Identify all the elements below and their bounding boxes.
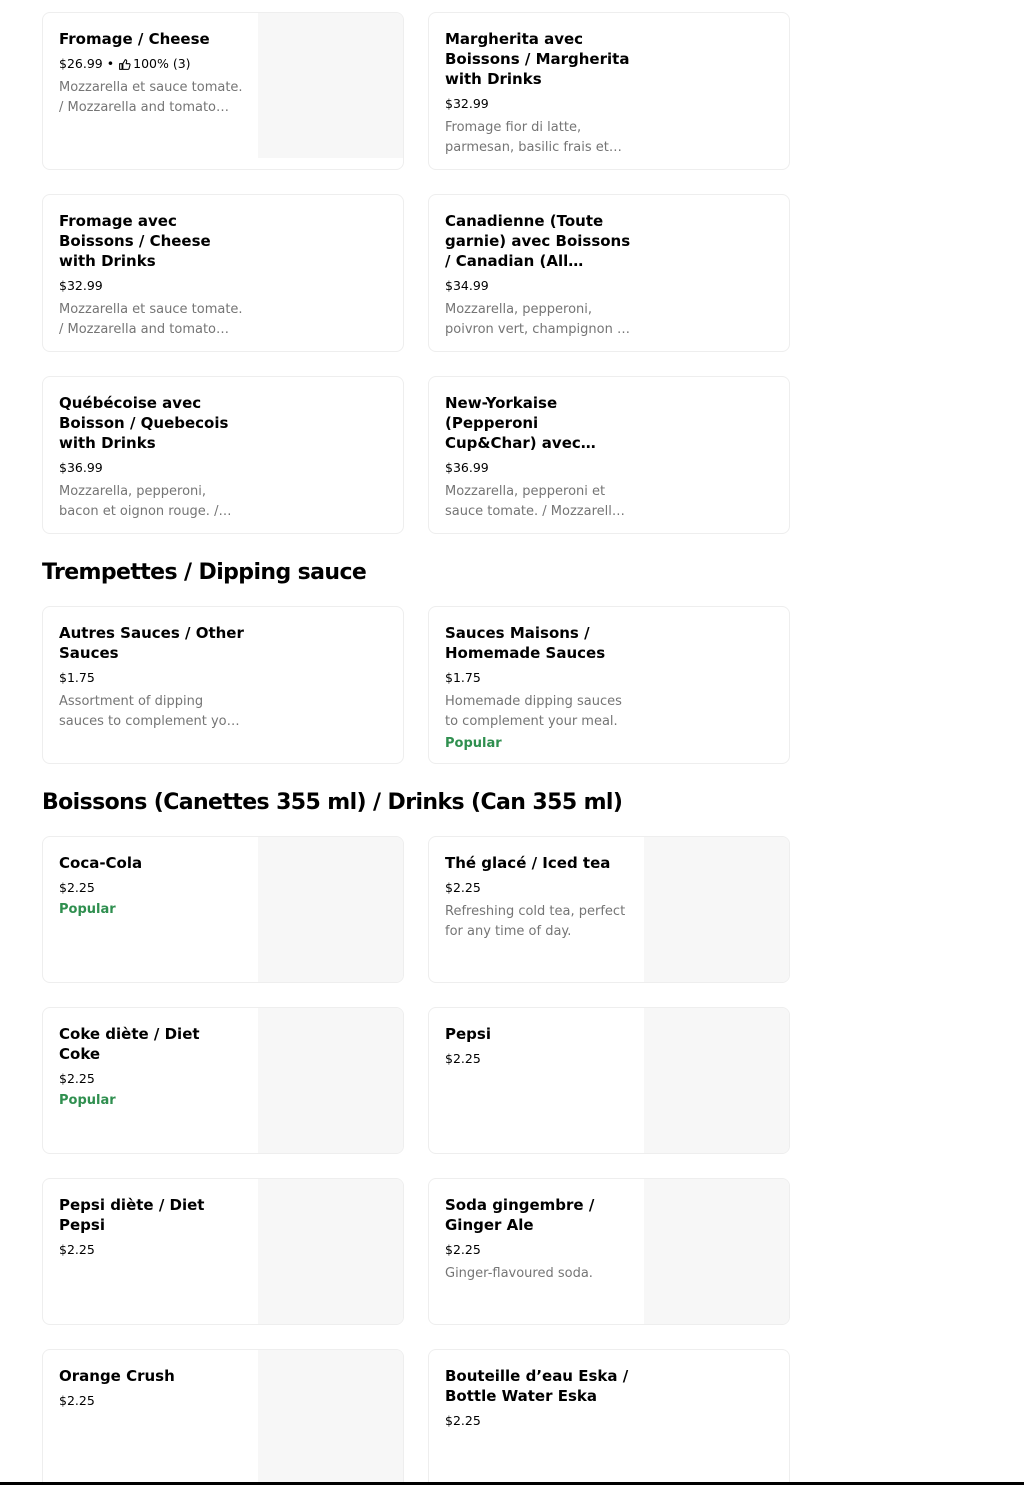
menu-item-card[interactable]: [42, 1178, 404, 1325]
item-name: Margherita avec Boissons / Margherita with Drinks: [445, 30, 630, 88]
item-price: $36.99: [445, 460, 489, 475]
item-description: Refreshing cold tea, perfect for any time of day.: [445, 904, 626, 939]
item-image-placeholder: [644, 1179, 789, 1324]
item-image-placeholder: [258, 1008, 403, 1153]
menu-item-card[interactable]: [428, 1007, 790, 1154]
item-price: $2.25: [445, 1242, 481, 1257]
item-name: Fromage avec Boissons / Cheese with Drinks: [59, 212, 211, 270]
item-image-placeholder: [644, 837, 789, 982]
popular-badge: Popular: [445, 736, 502, 751]
menu-item-card[interactable]: [428, 606, 790, 764]
item-name: Pepsi: [445, 1025, 491, 1043]
item-rating: 100% (3): [133, 56, 191, 71]
menu-item-card[interactable]: [42, 1007, 404, 1154]
item-description: Mozzarella, pepperoni, bacon et oignon rouge. /: [59, 484, 219, 519]
popular-badge: Popular: [59, 902, 116, 917]
item-price: $2.25: [59, 1071, 95, 1086]
item-price: $2.25: [59, 1393, 95, 1408]
item-name: Orange Crush: [59, 1367, 175, 1385]
menu-item-card[interactable]: [428, 836, 790, 983]
item-description: Assortment of dipping sauces to complement your: [59, 694, 241, 729]
thumbs-up-icon: [118, 58, 131, 71]
item-price: $1.75: [445, 670, 481, 685]
menu-item-card[interactable]: [42, 376, 404, 534]
section-title-dipping-sauce: Trempettes / Dipping sauce: [42, 560, 367, 585]
item-name: Coke diète / Diet Coke: [59, 1025, 200, 1063]
item-name: Soda gingembre / Ginger Ale: [445, 1196, 595, 1234]
item-price: $2.25: [445, 880, 481, 895]
item-description: Homemade dipping sauces to complement your meal.: [445, 694, 622, 729]
item-price: $2.25: [59, 880, 95, 895]
menu-item-card[interactable]: [428, 12, 790, 170]
item-price: $2.25: [445, 1413, 481, 1428]
menu-item-card[interactable]: [428, 194, 790, 352]
item-description: Ginger-flavoured soda.: [445, 1266, 593, 1281]
item-price-row: [59, 54, 245, 74]
menu-item-card[interactable]: [42, 12, 404, 170]
item-name: Coca-Cola: [59, 854, 143, 872]
menu-item-card[interactable]: [428, 376, 790, 534]
item-name: New-Yorkaise (Pepperoni Cup&Char) avec: [445, 394, 581, 452]
menu-item-card[interactable]: [42, 194, 404, 352]
popular-badge: Popular: [59, 1093, 116, 1108]
item-price: $2.25: [59, 1242, 95, 1257]
item-price: $32.99: [59, 278, 103, 293]
menu-item-card[interactable]: [42, 606, 404, 764]
item-image-placeholder: [258, 13, 403, 158]
item-price: $34.99: [445, 278, 489, 293]
item-price: $26.99: [59, 56, 103, 71]
item-image-placeholder: [258, 837, 403, 982]
menu-item-card[interactable]: [42, 1349, 404, 1485]
item-name: Pepsi diète / Diet Pepsi: [59, 1196, 205, 1234]
item-name: Sauces Maisons / Homemade Sauces: [445, 624, 606, 662]
item-price: $1.75: [59, 670, 95, 685]
separator-dot: •: [106, 56, 115, 71]
section-title-drinks: Boissons (Canettes 355 ml) / Drinks (Can 355 ml): [42, 790, 623, 815]
menu-item-card[interactable]: [42, 836, 404, 983]
item-name: Autres Sauces / Other Sauces: [59, 624, 244, 662]
item-description: Mozzarella et sauce tomate. / Mozzarella and tomato: [59, 302, 243, 337]
item-name: Thé glacé / Iced tea: [445, 854, 611, 872]
item-name: Canadienne (Toute garnie) avec Boissons / Canadian (All: [445, 212, 631, 270]
item-description: Mozzarella, pepperoni, poivron vert, champignon et: [445, 302, 631, 337]
item-price: $36.99: [59, 460, 103, 475]
item-image-placeholder: [258, 1179, 403, 1324]
menu-item-card[interactable]: [428, 1349, 790, 1485]
item-description: Mozzarella, pepperoni et sauce tomate. / Mozzarella,: [445, 484, 624, 519]
item-name: Bouteille d’eau Eska / Bottle Water Eska: [445, 1367, 629, 1405]
item-price: $32.99: [445, 96, 489, 111]
item-image-placeholder: [258, 1350, 403, 1485]
item-description: Mozzarella et sauce tomate. / Mozzarella and tomato: [59, 80, 243, 115]
item-name: Québécoise avec Boisson / Quebecois with Drinks: [59, 394, 229, 452]
item-image-placeholder: [644, 1008, 789, 1153]
item-price: $2.25: [445, 1051, 481, 1066]
item-description: Fromage fior di latte, parmesan, basilic frais et: [445, 120, 609, 155]
item-name: Fromage / Cheese: [59, 30, 210, 48]
menu-item-card[interactable]: [428, 1178, 790, 1325]
